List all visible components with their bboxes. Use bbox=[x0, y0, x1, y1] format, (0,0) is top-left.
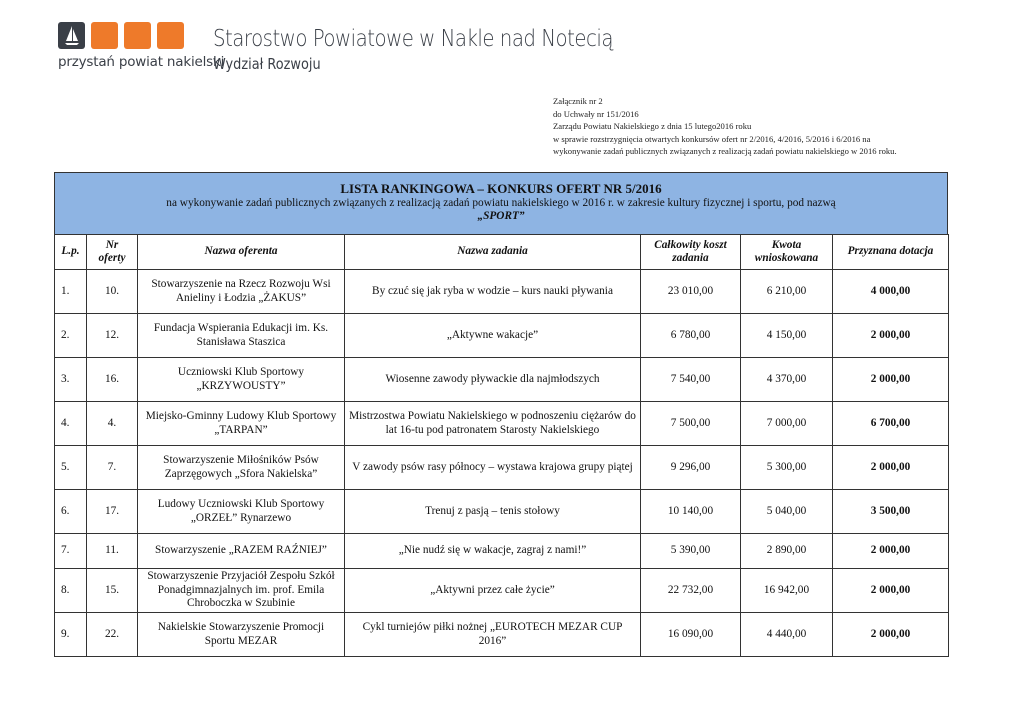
brand-text: przystań powiat nakielski bbox=[58, 54, 225, 70]
cell-kwota: 2 890,00 bbox=[741, 534, 833, 569]
col-header-dotacja: Przyznana dotacja bbox=[833, 235, 949, 270]
logo-sail-tile bbox=[58, 22, 85, 49]
cell-kwota: 16 942,00 bbox=[741, 569, 833, 613]
cell-zadanie: „Aktywne wakacje” bbox=[345, 314, 641, 358]
table-title: LISTA RANKINGOWA – KONKURS OFERT NR 5/2016 bbox=[340, 181, 662, 196]
cell-oferent: Uczniowski Klub Sportowy „KRZYWOUSTY” bbox=[138, 358, 345, 402]
cell-dotacja: 2 000,00 bbox=[833, 534, 949, 569]
ranking-table bbox=[54, 172, 948, 657]
header-row bbox=[55, 235, 949, 270]
cell-koszt: 7 500,00 bbox=[641, 402, 741, 446]
cell-koszt: 23 010,00 bbox=[641, 270, 741, 314]
cell-nr: 12. bbox=[87, 314, 138, 358]
attachment-line: Załącznik nr 2 bbox=[553, 96, 603, 106]
cell-dotacja: 2 000,00 bbox=[833, 358, 949, 402]
cell-dotacja: 6 700,00 bbox=[833, 402, 949, 446]
cell-oferent: Fundacja Wspierania Edukacji im. Ks. Stanisława Staszica bbox=[138, 314, 345, 358]
cell-lp: 7. bbox=[55, 534, 87, 569]
table-row bbox=[55, 270, 949, 314]
table-subtitle: na wykonywanie zadań publicznych związanych z realizacją zadań powiatu nakielskiego w 2016 r. w zakresie kultury fizycznej i sportu, pod nazwą bbox=[166, 197, 836, 209]
office-name: Starostwo Powiatowe w Nakle nad Notecią bbox=[213, 26, 613, 52]
cell-lp: 1. bbox=[55, 270, 87, 314]
cell-oferent: Miejsko-Gminny Ludowy Klub Sportowy „TARPAN” bbox=[138, 402, 345, 446]
table-row bbox=[55, 314, 949, 358]
col-header-nr: Nr oferty bbox=[87, 235, 138, 270]
cell-nr: 4. bbox=[87, 402, 138, 446]
cell-lp: 5. bbox=[55, 446, 87, 490]
cell-nr: 17. bbox=[87, 490, 138, 534]
cell-nr: 16. bbox=[87, 358, 138, 402]
results-table bbox=[54, 234, 949, 657]
table-row bbox=[55, 490, 949, 534]
col-header-koszt: Całkowity koszt zadania bbox=[641, 235, 741, 270]
cell-dotacja: 2 000,00 bbox=[833, 446, 949, 490]
table-row bbox=[55, 358, 949, 402]
cell-koszt: 6 780,00 bbox=[641, 314, 741, 358]
cell-zadanie: By czuć się jak ryba w wodzie – kurs nauki pływania bbox=[345, 270, 641, 314]
cell-kwota: 5 300,00 bbox=[741, 446, 833, 490]
cell-koszt: 10 140,00 bbox=[641, 490, 741, 534]
cell-zadanie: „Aktywni przez całe życie” bbox=[345, 569, 641, 613]
attachment-line: do Uchwały nr 151/2016 bbox=[553, 108, 639, 119]
col-header-lp: L.p. bbox=[55, 235, 87, 270]
cell-kwota: 5 040,00 bbox=[741, 490, 833, 534]
attachment-line: wykonywanie zadań publicznych związanych z realizacją zadań powiatu nakielskiego w 2016 roku. bbox=[553, 146, 897, 157]
cell-koszt: 16 090,00 bbox=[641, 613, 741, 657]
cell-nr: 15. bbox=[87, 569, 138, 613]
table-row bbox=[55, 446, 949, 490]
cell-zadanie: Cykl turniejów piłki nożnej „EUROTECH MEZAR CUP 2016” bbox=[345, 613, 641, 657]
col-header-oferent: Nazwa oferenta bbox=[138, 235, 345, 270]
department-name: Wydział Rozwoju bbox=[213, 55, 321, 73]
cell-lp: 9. bbox=[55, 613, 87, 657]
attachment-line: Zarządu Powiatu Nakielskiego z dnia 15 lutego2016 roku bbox=[553, 121, 752, 132]
table-row bbox=[55, 534, 949, 569]
col-header-kwota: Kwota wnioskowana bbox=[741, 235, 833, 270]
cell-kwota: 4 370,00 bbox=[741, 358, 833, 402]
cell-kwota: 7 000,00 bbox=[741, 402, 833, 446]
cell-koszt: 9 296,00 bbox=[641, 446, 741, 490]
cell-oferent: Stowarzyszenie „RAZEM RAŹNIEJ” bbox=[138, 534, 345, 569]
col-header-zadanie: Nazwa zadania bbox=[345, 235, 641, 270]
cell-lp: 2. bbox=[55, 314, 87, 358]
table-row bbox=[55, 613, 949, 657]
cell-dotacja: 2 000,00 bbox=[833, 314, 949, 358]
cell-kwota: 4 150,00 bbox=[741, 314, 833, 358]
cell-nr: 10. bbox=[87, 270, 138, 314]
cell-koszt: 22 732,00 bbox=[641, 569, 741, 613]
logo-tile bbox=[91, 22, 118, 49]
table-row bbox=[55, 402, 949, 446]
cell-dotacja: 3 500,00 bbox=[833, 490, 949, 534]
cell-koszt: 5 390,00 bbox=[641, 534, 741, 569]
cell-zadanie: Mistrzostwa Powiatu Nakielskiego w podnoszeniu ciężarów do lat 16-tu pod patronatem Starosty Nakielskiego bbox=[345, 402, 641, 446]
cell-oferent: Ludowy Uczniowski Klub Sportowy „ORZEŁ” Rynarzewo bbox=[138, 490, 345, 534]
table-row bbox=[55, 569, 949, 613]
cell-dotacja: 2 000,00 bbox=[833, 569, 949, 613]
cell-oferent: Stowarzyszenie Miłośników Psów Zaprzęgowych „Sfora Nakielska” bbox=[138, 446, 345, 490]
cell-zadanie: „Nie nudź się w wakacje, zagraj z nami!” bbox=[345, 534, 641, 569]
logo-tile bbox=[157, 22, 184, 49]
cell-nr: 22. bbox=[87, 613, 138, 657]
cell-oferent: Stowarzyszenie na Rzecz Rozwoju Wsi Anieliny i Łodzia „ŻAKUS” bbox=[138, 270, 345, 314]
attachment-note bbox=[553, 95, 897, 158]
cell-lp: 3. bbox=[55, 358, 87, 402]
table-category: „SPORT” bbox=[477, 210, 525, 222]
cell-dotacja: 2 000,00 bbox=[833, 613, 949, 657]
logo-tile bbox=[124, 22, 151, 49]
cell-lp: 6. bbox=[55, 490, 87, 534]
cell-zadanie: V zawody psów rasy północy – wystawa krajowa grupy piątej bbox=[345, 446, 641, 490]
cell-lp: 8. bbox=[55, 569, 87, 613]
cell-lp: 4. bbox=[55, 402, 87, 446]
cell-zadanie: Trenuj z pasją – tenis stołowy bbox=[345, 490, 641, 534]
table-banner bbox=[54, 172, 948, 234]
cell-nr: 11. bbox=[87, 534, 138, 569]
cell-dotacja: 4 000,00 bbox=[833, 270, 949, 314]
cell-kwota: 6 210,00 bbox=[741, 270, 833, 314]
sailboat-icon bbox=[63, 25, 81, 47]
cell-kwota: 4 440,00 bbox=[741, 613, 833, 657]
cell-koszt: 7 540,00 bbox=[641, 358, 741, 402]
cell-oferent: Nakielskie Stowarzyszenie Promocji Sportu MEZAR bbox=[138, 613, 345, 657]
cell-nr: 7. bbox=[87, 446, 138, 490]
cell-oferent: Stowarzyszenie Przyjaciół Zespołu Szkół Ponadgimnazjalnych im. prof. Emila Chroboczka w Szubinie bbox=[138, 569, 345, 613]
attachment-line: w sprawie rozstrzygnięcia otwartych konkursów ofert nr 2/2016, 4/2016, 5/2016 i 6/2016 na bbox=[553, 133, 871, 144]
cell-zadanie: Wiosenne zawody pływackie dla najmłodszych bbox=[345, 358, 641, 402]
